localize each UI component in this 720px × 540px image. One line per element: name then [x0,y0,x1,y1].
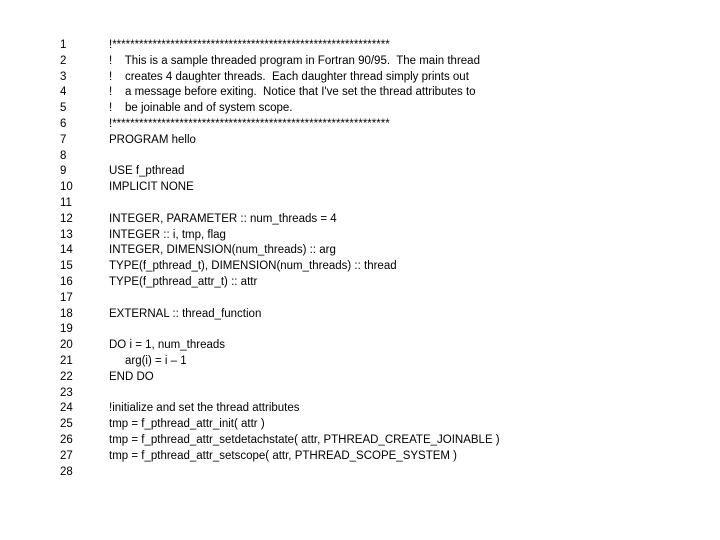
program-statement: PROGRAM hello [109,133,196,146]
line-number: 18 [60,307,73,320]
implicit-statement: IMPLICIT NONE [109,181,194,194]
line-number: 22 [60,370,73,383]
comment-line: ! be joinable and of system scope. [109,102,293,115]
line-number: 3 [60,70,67,83]
line-number: 8 [60,149,67,162]
line-number: 2 [60,54,67,67]
line-number: 14 [60,244,73,257]
code-line [0,386,720,402]
line-number: 10 [60,181,73,194]
code-line [0,149,720,165]
code-line [0,180,720,196]
line-number: 6 [60,117,67,130]
code-line [0,117,720,133]
line-number: 5 [60,102,67,115]
comment-border-top: !************************************************************** [109,39,390,51]
comment-line: !initialize and set the thread attributes [109,402,300,415]
assignment-line: tmp = f_pthread_attr_setscope( attr, PTHREAD_SCOPE_SYSTEM ) [109,449,458,462]
code-line [0,85,720,101]
declaration-line: INTEGER, DIMENSION(num_threads) :: arg [109,244,336,257]
line-number: 19 [60,323,73,336]
code-line [0,38,720,54]
declaration-line: INTEGER, PARAMETER :: num_threads = 4 [109,212,337,225]
comment-border-bottom: !************************************************************** [109,117,390,130]
line-number: 20 [60,339,73,352]
declaration-line: TYPE(f_pthread_attr_t) :: attr [109,275,258,288]
declaration-line: INTEGER :: i, tmp, flag [109,228,226,241]
code-line [0,164,720,180]
line-number: 12 [60,212,73,225]
code-line [0,338,720,354]
line-number: 7 [60,133,67,146]
code-line [0,54,720,70]
code-line [0,354,720,370]
code-line [0,322,720,338]
assignment-line: tmp = f_pthread_attr_setdetachstate( attr, PTHREAD_CREATE_JOINABLE ) [109,433,500,446]
line-number: 24 [60,402,73,415]
code-line [0,275,720,291]
code-listing [0,38,720,480]
line-number: 26 [60,433,73,446]
do-loop-end: END DO [109,370,154,383]
code-line [0,212,720,228]
line-number: 28 [60,465,73,478]
code-line [0,291,720,307]
code-line [0,243,720,259]
use-statement: USE f_pthread [109,165,185,178]
code-line [0,101,720,117]
code-line [0,401,720,417]
do-loop-start: DO i = 1, num_threads [109,339,226,352]
loop-body: arg(i) = i – 1 [109,354,187,367]
code-line [0,465,720,481]
external-statement: EXTERNAL :: thread_function [109,307,262,320]
assignment-line: tmp = f_pthread_attr_init( attr ) [109,418,265,431]
code-line [0,259,720,275]
code-line [0,307,720,323]
comment-line: ! a message before exiting. Notice that I've set the thread attributes to [109,86,476,99]
code-line [0,133,720,149]
line-number: 21 [60,354,73,367]
line-number: 9 [60,165,67,178]
comment-line: ! creates 4 daughter threads. Each daughter thread simply prints out [109,70,469,83]
code-line [0,370,720,386]
line-number: 17 [60,291,73,304]
code-line [0,449,720,465]
code-line [0,417,720,433]
declaration-line: TYPE(f_pthread_t), DIMENSION(num_threads) :: thread [109,260,397,273]
line-number: 25 [60,418,73,431]
line-number: 16 [60,275,73,288]
line-number: 11 [60,196,72,209]
line-number: 4 [60,86,67,99]
comment-line: ! This is a sample threaded program in Fortran 90/95. The main thread [109,54,480,67]
line-number: 1 [60,39,67,51]
code-line [0,196,720,212]
code-line [0,228,720,244]
code-line [0,433,720,449]
line-number: 13 [60,228,73,241]
line-number: 23 [60,386,73,399]
line-number: 15 [60,260,73,273]
line-number: 27 [60,449,73,462]
code-line [0,70,720,86]
